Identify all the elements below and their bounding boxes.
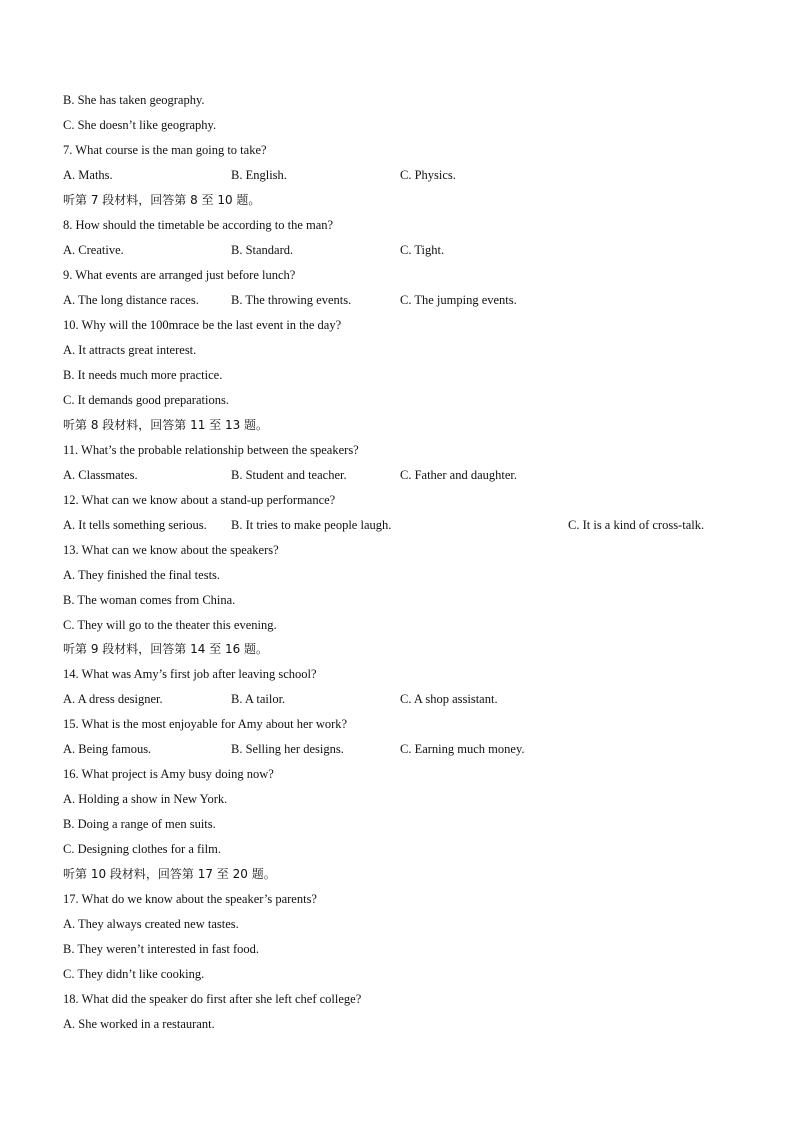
q13-option-a: A. They finished the final tests. <box>63 568 221 582</box>
q14-option-b: B. A tailor. <box>231 692 286 706</box>
question-16: 16. What project is Amy busy doing now? <box>63 767 274 781</box>
question-17: 17. What do we know about the speaker’s parents? <box>63 892 317 906</box>
q12-option-a: A. It tells something serious. <box>63 518 207 532</box>
question-14: 14. What was Amy’s first job after leaving school? <box>63 667 317 681</box>
q13-option-c: C. They will go to the theater this evening. <box>63 618 277 632</box>
q11-option-b: B. Student and teacher. <box>231 468 347 482</box>
q16-option-b: B. Doing a range of men suits. <box>63 817 216 831</box>
q8-option-b: B. Standard. <box>231 243 294 257</box>
q15-option-b: B. Selling her designs. <box>231 742 344 756</box>
question-18: 18. What did the speaker do first after she left chef college? <box>63 992 362 1006</box>
question-11: 11. What’s the probable relationship between the speakers? <box>63 443 359 457</box>
q15-option-c: C. Earning much money. <box>400 742 525 756</box>
q8-option-a: A. Creative. <box>63 243 124 257</box>
section-heading-9: 听第 9 段材料，回答第 14 至 16 题。 <box>63 642 269 656</box>
question-12: 12. What can we know about a stand-up performance? <box>63 493 336 507</box>
section-heading-8: 听第 8 段材料，回答第 11 至 13 题。 <box>63 418 269 432</box>
q8-option-c: C. Tight. <box>400 243 445 257</box>
section-heading-10: 听第 10 段材料，回答第 17 至 20 题。 <box>63 867 276 881</box>
q17-option-c: C. They didn’t like cooking. <box>63 967 205 981</box>
option-c-q6: C. She doesn’t like geography. <box>63 118 217 132</box>
q10-option-c: C. It demands good preparations. <box>63 393 229 407</box>
section-heading-7: 听第 7 段材料，回答第 8 至 10 题。 <box>63 193 261 207</box>
q7-option-b: B. English. <box>231 168 287 182</box>
q9-option-a: A. The long distance races. <box>63 293 199 307</box>
question-15: 15. What is the most enjoyable for Amy about her work? <box>63 717 348 731</box>
q17-option-b: B. They weren’t interested in fast food. <box>63 942 260 956</box>
q17-option-a: A. They always created new tastes. <box>63 917 239 931</box>
question-8: 8. How should the timetable be according to the man? <box>63 218 334 232</box>
q16-option-c: C. Designing clothes for a film. <box>63 842 221 856</box>
q13-option-b: B. The woman comes from China. <box>63 593 236 607</box>
question-9: 9. What events are arranged just before lunch? <box>63 268 296 282</box>
q11-option-a: A. Classmates. <box>63 468 138 482</box>
question-7: 7. What course is the man going to take? <box>63 143 267 157</box>
q12-option-b: B. It tries to make people laugh. <box>231 518 392 532</box>
q9-option-b: B. The throwing events. <box>231 293 352 307</box>
q14-option-a: A. A dress designer. <box>63 692 163 706</box>
option-b-q6: B. She has taken geography. <box>63 93 205 107</box>
q14-option-c: C. A shop assistant. <box>400 692 498 706</box>
q7-option-c: C. Physics. <box>400 168 456 182</box>
q16-option-a: A. Holding a show in New York. <box>63 792 228 806</box>
q18-option-a: A. She worked in a restaurant. <box>63 1017 215 1031</box>
q9-option-c: C. The jumping events. <box>400 293 517 307</box>
q15-option-a: A. Being famous. <box>63 742 152 756</box>
q7-option-a: A. Maths. <box>63 168 113 182</box>
q10-option-b: B. It needs much more practice. <box>63 368 223 382</box>
q10-option-a: A. It attracts great interest. <box>63 343 197 357</box>
q11-option-c: C. Father and daughter. <box>400 468 517 482</box>
question-13: 13. What can we know about the speakers? <box>63 543 279 557</box>
question-10: 10. Why will the 100mrace be the last event in the day? <box>63 318 342 332</box>
q12-option-c: C. It is a kind of cross-talk. <box>568 518 705 532</box>
